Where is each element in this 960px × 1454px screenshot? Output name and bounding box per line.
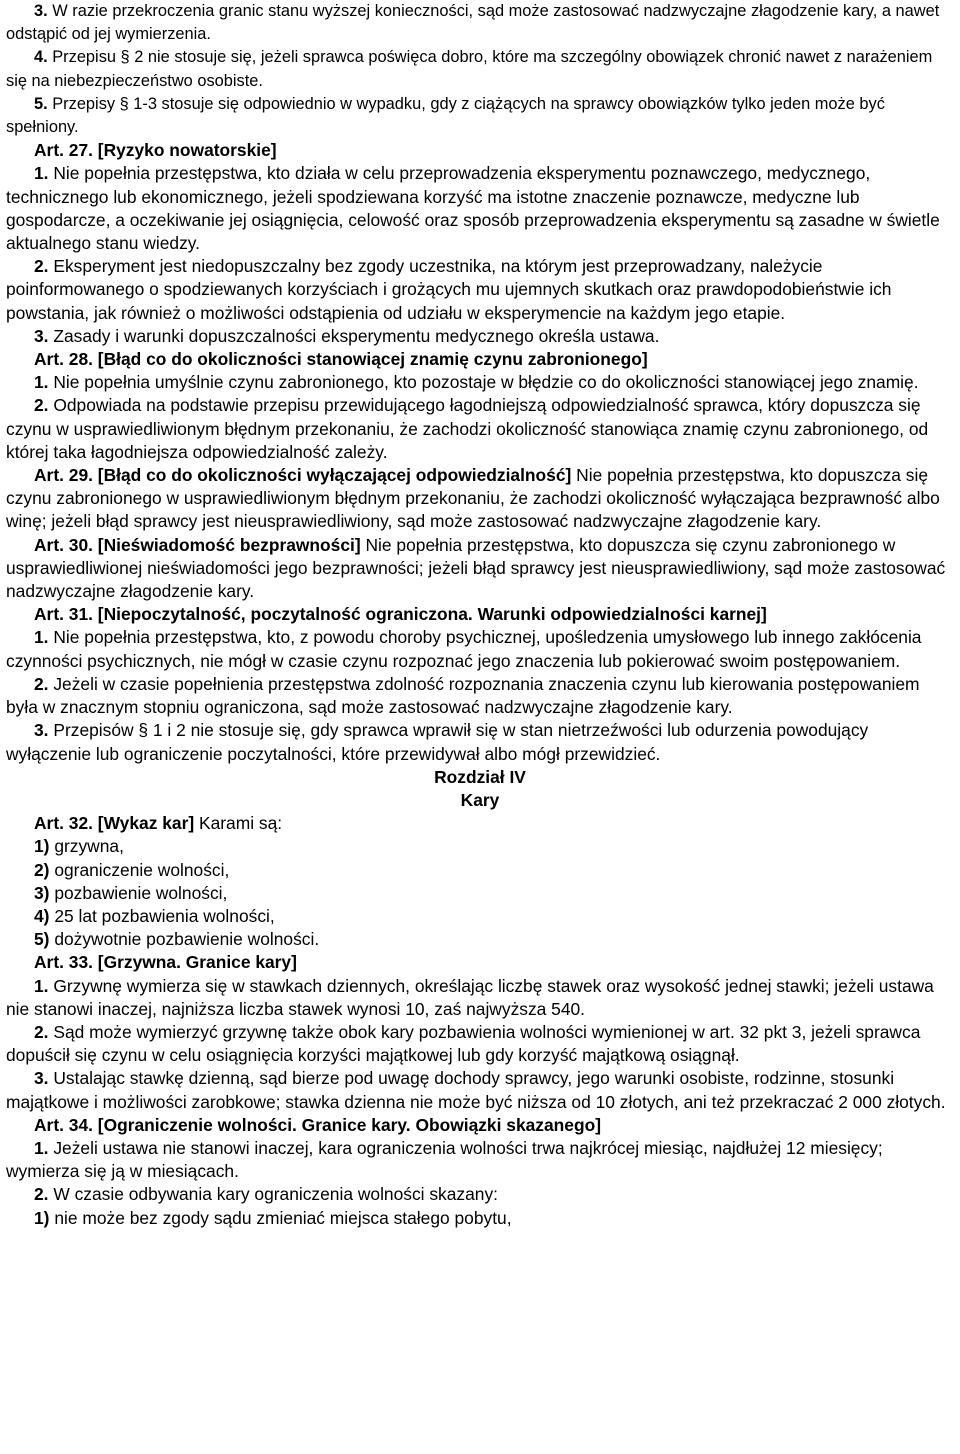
section-paragraph bbox=[6, 1021, 954, 1067]
section-number: 2. bbox=[34, 395, 49, 416]
section-number: 2. bbox=[34, 1184, 49, 1205]
list-item bbox=[6, 882, 954, 905]
list-number: 1) bbox=[34, 1207, 50, 1228]
article-paragraph bbox=[6, 534, 954, 604]
paragraph-text: Przepisów § 1 i 2 nie stosuje się, gdy sprawca wprawił się w stan nietrzeźwości lub odurzenia powodujący wyłączenie lub ograniczenie poczytalności, które przewidywał albo mógł przewidzieć. bbox=[6, 720, 869, 764]
article-heading: Art. 31. [Niepoczytalność, poczytalność ograniczona. Warunki odpowiedzialności karnej] bbox=[34, 604, 767, 625]
paragraph-text: Jeżeli ustawa nie stanowi inaczej, kara ograniczenia wolności trwa najkrócej miesiąc, najdłużej 12 miesięcy; wymierza się ją w miesiącach. bbox=[6, 1137, 883, 1182]
section-number: 3. bbox=[34, 1068, 49, 1089]
paragraph-text: Nie popełnia przestępstwa, kto, z powodu choroby psychicznej, upośledzenia umysłowego lub innego zakłócenia czynności psychicznych, nie mógł w czasie czynu rozpoznać jego znaczenia lub pokierować swoim postępowaniem. bbox=[6, 627, 922, 671]
section-number: 1. bbox=[34, 975, 49, 996]
paragraph-text: nie może bez zgody sądu zmieniać miejsca stałego pobytu, bbox=[54, 1207, 512, 1228]
paragraph-text: Karami są: bbox=[198, 813, 283, 834]
section-number: 1. bbox=[34, 1137, 49, 1158]
section-number: 3. bbox=[34, 325, 49, 346]
paragraph-text: Nie popełnia przestępstwa, kto działa w celu przeprowadzenia eksperymentu poznawczego, medycznego, technicznego lub ekonomicznego, jeżeli spodziewana korzyść ma istotne znaczenie poznawcze, medyczne lub gospodarcze, a oczekiwanie jej osiągnięcia, celowość oraz sposób przeprowadzenia eksperymentu są zasadne w świetle aktualnego stanu wiedzy. bbox=[6, 163, 940, 254]
section-number: 1. bbox=[34, 372, 49, 393]
article-heading: Art. 34. [Ograniczenie wolności. Granice kary. Obowiązki skazanego] bbox=[34, 1114, 601, 1135]
paragraph-text: 25 lat pozbawienia wolności, bbox=[54, 905, 275, 926]
paragraph-text: Przepisu § 2 nie stosuje się, jeżeli sprawca poświęca dobro, które ma szczególny obowiązek chronić nawet z narażeniem się na niebezpieczeństwo osobiste. bbox=[6, 48, 933, 90]
list-number: 5) bbox=[34, 929, 50, 950]
paragraph-text: Odpowiada na podstawie przepisu przewidującego łagodniejszą odpowiedzialność sprawca, który dopuszcza się czynu w usprawiedliwionym błędnym przekonaniu, że zachodzi okoliczność stanowiąca znamię czynu zabronionego, od której taka łagodniejsza odpowiedzialność zależy. bbox=[6, 395, 929, 462]
list-item bbox=[6, 859, 954, 882]
section-paragraph bbox=[6, 93, 954, 139]
article-heading: Art. 33. [Grzywna. Granice kary] bbox=[34, 952, 297, 973]
section-paragraph bbox=[6, 255, 954, 325]
chapter-heading: Rozdział IV bbox=[434, 766, 526, 787]
section-paragraph bbox=[6, 1137, 954, 1183]
section-number: 1. bbox=[34, 627, 49, 648]
section-paragraph bbox=[6, 371, 954, 394]
article-heading: Art. 29. [Błąd co do okoliczności wyłączającej odpowiedzialność] bbox=[34, 465, 572, 486]
paragraph-text: Nie popełnia przestępstwa, kto dopuszcza się czynu zabronionego w usprawiedliwionej nieświadomości jego bezprawności; jeżeli błąd sprawcy jest nieusprawiedliwiony, sąd może zastosować nadzwyczajne złagodzenie kary. bbox=[6, 534, 946, 602]
section-number: 4. bbox=[34, 48, 48, 67]
section-paragraph bbox=[6, 394, 954, 464]
article-paragraph bbox=[6, 348, 954, 371]
list-number: 3) bbox=[34, 882, 50, 903]
section-paragraph bbox=[6, 1067, 954, 1113]
article-paragraph bbox=[6, 951, 954, 974]
list-number: 2) bbox=[34, 859, 50, 880]
article-paragraph bbox=[6, 139, 954, 162]
section-number: 3. bbox=[34, 2, 48, 20]
paragraph-text: ograniczenie wolności, bbox=[54, 859, 230, 880]
section-paragraph bbox=[6, 1183, 954, 1206]
section-number: 2. bbox=[34, 256, 49, 277]
section-paragraph bbox=[6, 626, 954, 672]
list-item bbox=[6, 928, 954, 951]
paragraph-text: Nie popełnia przestępstwa, kto dopuszcza się czynu zabronionego w usprawiedliwionym błędnym przekonaniu, że zachodzi okoliczność wyłączająca bezprawność albo winę; jeżeli błąd sprawcy jest nieusprawiedliwiony, sąd może zastosować nadzwyczajne złagodzenie kary. bbox=[6, 465, 940, 532]
section-number: 1. bbox=[34, 163, 49, 184]
section-number: 2. bbox=[34, 1021, 49, 1042]
chapter-heading: Kary bbox=[460, 789, 500, 810]
section-paragraph bbox=[6, 719, 954, 765]
section-paragraph bbox=[6, 0, 954, 46]
section-paragraph bbox=[6, 975, 954, 1021]
paragraph-text: Jeżeli w czasie popełnienia przestępstwa zdolność rozpoznania znaczenia czynu lub kierowania postępowaniem była w znacznym stopniu ograniczona, sąd może zastosować nadzwyczajne złagodzenie kary. bbox=[6, 673, 920, 718]
paragraph-text: W razie przekroczenia granic stanu wyższej konieczności, sąd może zastosować nadzwyczajne złagodzenie kary, a nawet odstąpić od jej wymierzenia. bbox=[6, 2, 940, 44]
paragraph-text: Sąd może wymierzyć grzywnę także obok kary pozbawienia wolności wymienionej w art. 32 pkt 3, jeżeli sprawca dopuścił się czynu w celu osiągnięcia korzyści majątkowej lub gdy korzyść majątkową osiągnął. bbox=[6, 1021, 921, 1066]
article-paragraph bbox=[6, 1114, 954, 1137]
article-heading: Art. 28. [Błąd co do okoliczności stanowiącej znamię czynu zabronionego] bbox=[34, 349, 648, 370]
section-number: 3. bbox=[34, 720, 49, 741]
paragraph-text: Grzywnę wymierza się w stawkach dziennych, określając liczbę stawek oraz wysokość jednej stawki; jeżeli ustawa nie stanowi inaczej, najniższa liczba stawek wynosi 10, zaś najwyższa 540. bbox=[6, 975, 934, 1019]
section-number: 5. bbox=[34, 94, 48, 113]
article-paragraph bbox=[6, 464, 954, 534]
list-number: 4) bbox=[34, 905, 50, 926]
list-number: 1) bbox=[34, 836, 50, 857]
list-item bbox=[6, 905, 954, 928]
paragraph-text: pozbawienie wolności, bbox=[54, 882, 228, 903]
paragraph-text: Eksperyment jest niedopuszczalny bez zgody uczestnika, na którym jest przeprowadzany, należycie poinformowanego o spodziewanych korzyściach i grożących mu ujemnych skutkach oraz prawdopodobieństwie ich powstania, jak również o możliwości odstąpienia od udziału w eksperymencie na każdym jego etapie. bbox=[6, 256, 892, 323]
article-paragraph bbox=[6, 812, 954, 835]
paragraph-text: W czasie odbywania kary ograniczenia wolności skazany: bbox=[53, 1184, 498, 1205]
section-number: 2. bbox=[34, 673, 49, 694]
paragraph-text: Zasady i warunki dopuszczalności eksperymentu medycznego określa ustawa. bbox=[53, 325, 660, 346]
section-paragraph bbox=[6, 46, 954, 92]
paragraph-text: dożywotnie pozbawienie wolności. bbox=[54, 929, 320, 950]
section-paragraph bbox=[6, 325, 954, 348]
article-paragraph bbox=[6, 603, 954, 626]
article-heading: Art. 30. [Nieświadomość bezprawności] bbox=[34, 534, 361, 555]
section-paragraph bbox=[6, 162, 954, 255]
paragraph-text: Przepisy § 1-3 stosuje się odpowiednio w wypadku, gdy z ciążących na sprawcy obowiązków tylko jeden może być spełniony. bbox=[6, 94, 885, 137]
list-item bbox=[6, 1207, 954, 1230]
paragraph-text: Nie popełnia umyślnie czynu zabronionego, kto pozostaje w błędzie co do okoliczności stanowiącej jego znamię. bbox=[53, 372, 919, 393]
paragraph-text: Ustalając stawkę dzienną, sąd bierze pod uwagę dochody sprawcy, jego warunki osobiste, rodzinne, stosunki majątkowe i możliwości zarobkowe; stawka dzienna nie może być niższa od 10 złotych, ani też przekraczać 2 000 złotych. bbox=[6, 1068, 946, 1112]
section-paragraph bbox=[6, 673, 954, 719]
list-item bbox=[6, 835, 954, 858]
paragraph-text: grzywna, bbox=[54, 836, 124, 857]
article-heading: Art. 27. [Ryzyko nowatorskie] bbox=[34, 140, 277, 161]
article-heading: Art. 32. [Wykaz kar] bbox=[34, 813, 195, 834]
